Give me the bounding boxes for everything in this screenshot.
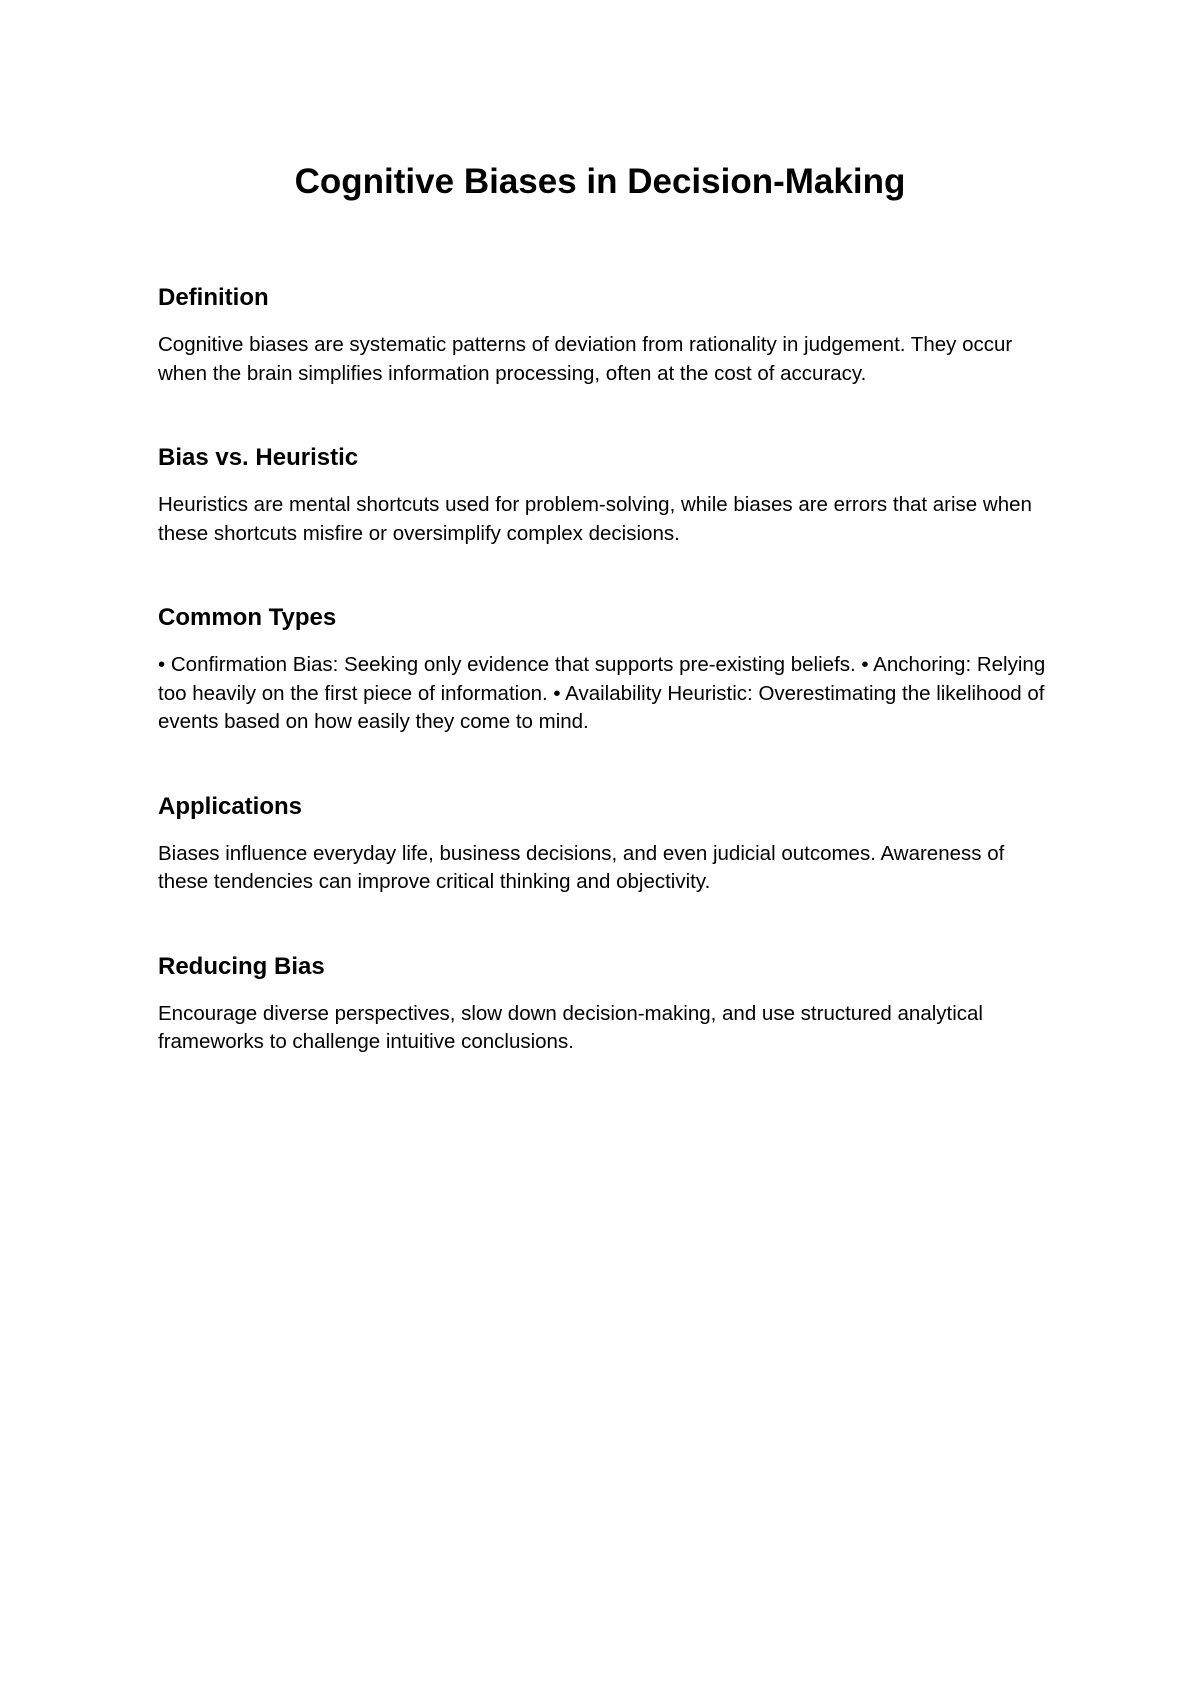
section-body: Biases influence everyday life, business decisions, and even judicial outcomes. Awareness of these tendencies can improve critical thinking and objectivity. [158,841,1005,893]
section-common-types [158,603,1058,737]
section-heading: Common Types [158,604,337,631]
section-reducing-bias [158,952,1058,1057]
section-body: Encourage diverse perspectives, slow down decision-making, and use structured analytical frameworks to challenge intuitive conclusions. [158,1001,983,1053]
document-title: Cognitive Biases in Decision-Making [294,162,906,201]
section-body: Cognitive biases are systematic patterns of deviation from rationality in judgement. They occur when the brain simplifies information processing, often at the cost of accuracy. [158,333,1013,385]
section-applications [158,792,1058,897]
section-heading: Definition [158,284,269,311]
section-body: Heuristics are mental shortcuts used for problem-solving, while biases are errors that arise when these shortcuts misfire or oversimplify complex decisions. [158,493,1032,545]
section-heading: Applications [158,792,303,820]
section-body: • Confirmation Bias: Seeking only evidence that supports pre-existing beliefs. • Anchoring: Relying too heavily on the first piece of information. • Availability Heuristic: Overestimating the likelihood of events based on how easily they come to mind. [158,653,1046,733]
section-bias-vs-heuristic [158,443,1058,548]
section-heading: Reducing Bias [158,952,325,980]
section-heading: Bias vs. Heuristic [158,444,359,471]
section-definition [158,283,1058,388]
document-content [158,283,1058,1112]
